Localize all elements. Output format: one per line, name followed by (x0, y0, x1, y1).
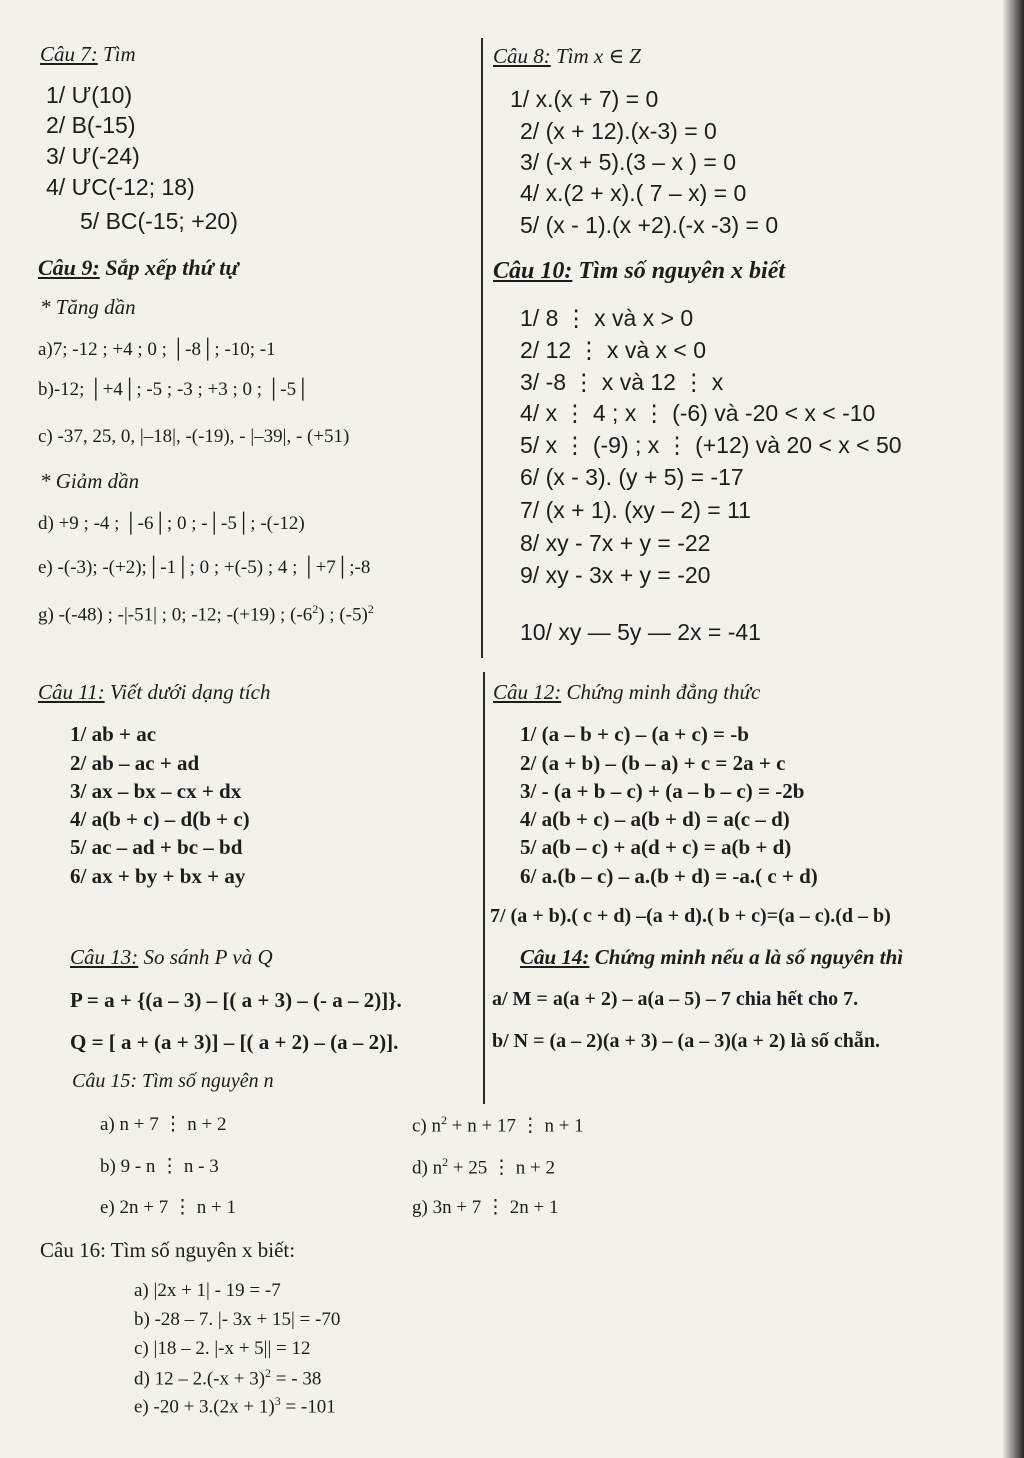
question-9-heading (38, 255, 239, 281)
q15-item-c (412, 1113, 584, 1137)
question-8-heading (493, 44, 641, 69)
q12-item-3: 3/ - (a + b – c) + (a – b – c) = -2b (520, 779, 805, 803)
q16-item-d-part2: = - 38 (271, 1368, 322, 1390)
q13-expression-q: Q = [ a + (a + 3)] – [( a + 2) – (a – 2)]. (70, 1030, 399, 1054)
q7-item-2: 2/ B(-15) (46, 112, 136, 138)
q11-item-2: 2/ ab – ac + ad (70, 751, 200, 775)
q15-item-d-part1: d) n (412, 1157, 443, 1179)
question-10-label: Câu 10: (493, 258, 573, 284)
question-8-title: Tìm x ∈ Z (550, 44, 641, 68)
question-7-label: Câu 7: (40, 42, 98, 66)
question-14-label: Câu 14: (520, 945, 590, 969)
q13-expression-p: P = a + {(a – 3) – [( a + 3) – (- a – 2)]}. (70, 988, 402, 1012)
q9-item-d: d) +9 ; -4 ; │-6│; 0 ; -│-5│; -(-12) (38, 513, 305, 534)
page-edge-shadow (1002, 0, 1024, 1458)
q9-item-e: e) -(-3); -(+2);│-1│; 0 ; +(-5) ; 4 ; │+7│;-8 (38, 557, 371, 578)
question-7-title: Tìm (97, 42, 136, 66)
column-divider-lower (483, 672, 485, 1104)
question-10-heading (493, 258, 785, 285)
q11-item-1: 1/ ab + ac (70, 722, 157, 746)
question-15-heading: Câu 15: Tìm số nguyên n (72, 1070, 274, 1092)
question-8-label: Câu 8: (493, 44, 551, 68)
q9-item-g-exp1: 2 (312, 602, 319, 616)
q12-item-6: 6/ a.(b – c) – a.(b + d) = -a.( c + d) (520, 864, 818, 888)
q15-item-d (412, 1155, 555, 1179)
q9-item-a: a)7; -12 ; +4 ; 0 ; │-8│; -10; -1 (38, 339, 276, 360)
q15-item-d-exp: 2 (442, 1155, 449, 1169)
q8-item-5: 5/ (x - 1).(x +2).(-x -3) = 0 (520, 212, 779, 238)
q11-item-3: 3/ ax – bx – cx + dx (70, 779, 242, 803)
q9-item-g (38, 602, 374, 626)
q12-item-1: 1/ (a – b + c) – (a + c) = -b (520, 722, 749, 746)
q10-item-5: 5/ x ⋮ (-9) ; x ⋮ (+12) và 20 < x < 50 (520, 432, 902, 458)
q10-item-8: 8/ xy - 7x + y = -22 (520, 530, 711, 556)
q11-item-4: 4/ a(b + c) – d(b + c) (70, 807, 250, 831)
q10-item-2: 2/ 12 ⋮ x và x < 0 (520, 337, 707, 363)
q8-item-2: 2/ (x + 12).(x-3) = 0 (520, 118, 717, 144)
question-16-heading: Câu 16: Tìm số nguyên x biết: (40, 1238, 296, 1262)
q10-item-7: 7/ (x + 1). (xy – 2) = 11 (520, 497, 751, 523)
column-divider (481, 38, 483, 658)
q8-item-3: 3/ (-x + 5).(3 – x ) = 0 (520, 149, 737, 175)
q14-item-a: a/ M = a(a + 2) – a(a – 5) – 7 chia hết cho 7. (492, 988, 859, 1010)
q14-item-b: b/ N = (a – 2)(a + 3) – (a – 3)(a + 2) là số chẵn. (492, 1030, 881, 1052)
q15-item-c-part2: + n + 17 ⋮ n + 1 (447, 1115, 584, 1137)
q16-item-d-part1: d) 12 – 2.(-x + 3) (134, 1368, 266, 1390)
question-14-title: Chứng minh nếu a là số nguyên thì (589, 945, 904, 969)
q16-item-d (134, 1366, 321, 1390)
q16-item-e-part1: e) -20 + 3.(2x + 1) (134, 1396, 275, 1418)
question-10-title: Tìm số nguyên x biết (572, 258, 786, 284)
q9-item-c: c) -37, 25, 0, |–18|, -(-19), - |–39|, - (+51) (38, 426, 350, 447)
q11-item-5: 5/ ac – ad + bc – bd (70, 835, 243, 859)
q8-item-4: 4/ x.(2 + x).( 7 – x) = 0 (520, 180, 747, 206)
question-14-heading (520, 945, 903, 970)
q10-item-10: 10/ xy — 5y — 2x = -41 (520, 619, 761, 645)
q7-item-1: 1/ Ư(10) (46, 82, 133, 108)
q8-item-1: 1/ x.(x + 7) = 0 (510, 86, 659, 112)
q9-descending-label: * Giảm dần (40, 469, 140, 493)
q15-item-d-part2: + 25 ⋮ n + 2 (448, 1157, 556, 1179)
q9-item-b: b)-12; │+4│; -5 ; -3 ; +3 ; 0 ; │-5│ (38, 379, 310, 400)
q9-item-g-part1: g) -(-48) ; -|-51| ; 0; -12; -(+19) ; (-6 (38, 604, 313, 626)
question-7-heading (40, 42, 136, 67)
q12-item-4: 4/ a(b + c) – a(b + d) = a(c – d) (520, 807, 790, 831)
q15-item-e: e) 2n + 7 ⋮ n + 1 (100, 1197, 236, 1218)
q7-item-3: 3/ Ư(-24) (46, 143, 140, 169)
question-9-label: Câu 9: (38, 255, 100, 280)
question-13-title: So sánh P và Q (138, 945, 273, 969)
q7-item-5: 5/ BC(-15; +20) (80, 208, 238, 234)
q12-item-5: 5/ a(b – c) + a(d + c) = a(b + d) (520, 835, 792, 859)
q16-item-e-exp: 3 (274, 1394, 281, 1408)
question-13-label: Câu 13: (70, 945, 139, 969)
q16-item-e-part2: = -101 (280, 1396, 336, 1418)
question-12-title: Chứng minh đẳng thức (561, 680, 761, 704)
q9-item-g-part2: ) ; (-5) (318, 604, 368, 626)
q15-item-g: g) 3n + 7 ⋮ 2n + 1 (412, 1197, 559, 1218)
question-11-title: Viết dưới dạng tích (104, 680, 271, 704)
question-13-heading (70, 945, 273, 970)
q10-item-6: 6/ (x - 3). (y + 5) = -17 (520, 464, 744, 490)
q16-item-c: c) |18 – 2. |-x + 5|| = 12 (134, 1338, 311, 1359)
q7-item-4: 4/ ƯC(-12; 18) (46, 174, 195, 200)
q16-item-d-exp: 2 (265, 1366, 272, 1380)
q15-item-b: b) 9 - n ⋮ n - 3 (100, 1156, 219, 1177)
question-11-heading (38, 680, 270, 705)
q16-item-a: a) |2x + 1| - 19 = -7 (134, 1280, 281, 1301)
q15-item-a: a) n + 7 ⋮ n + 2 (100, 1114, 227, 1135)
q16-item-b: b) -28 – 7. |- 3x + 15| = -70 (134, 1309, 341, 1330)
q12-item-2: 2/ (a + b) – (b – a) + c = 2a + c (520, 751, 786, 775)
q10-item-9: 9/ xy - 3x + y = -20 (520, 562, 711, 588)
question-11-label: Câu 11: (38, 680, 105, 704)
q9-ascending-label: * Tăng dần (40, 295, 136, 319)
q12-item-7: 7/ (a + b).( c + d) –(a + d).( b + c)=(a – c).(d – b) (490, 905, 891, 927)
q15-item-c-part1: c) n (412, 1115, 442, 1137)
q16-item-e (134, 1394, 336, 1418)
question-9-title: Sắp xếp thứ tự (99, 255, 239, 280)
q10-item-3: 3/ -8 ⋮ x và 12 ⋮ x (520, 369, 724, 395)
q9-item-g-exp2: 2 (367, 602, 374, 616)
question-12-heading (493, 680, 760, 705)
q10-item-1: 1/ 8 ⋮ x và x > 0 (520, 305, 694, 331)
question-12-label: Câu 12: (493, 680, 562, 704)
q15-item-c-exp: 2 (441, 1113, 448, 1127)
q11-item-6: 6/ ax + by + bx + ay (70, 864, 246, 888)
q10-item-4: 4/ x ⋮ 4 ; x ⋮ (-6) và -20 < x < -10 (520, 400, 876, 426)
